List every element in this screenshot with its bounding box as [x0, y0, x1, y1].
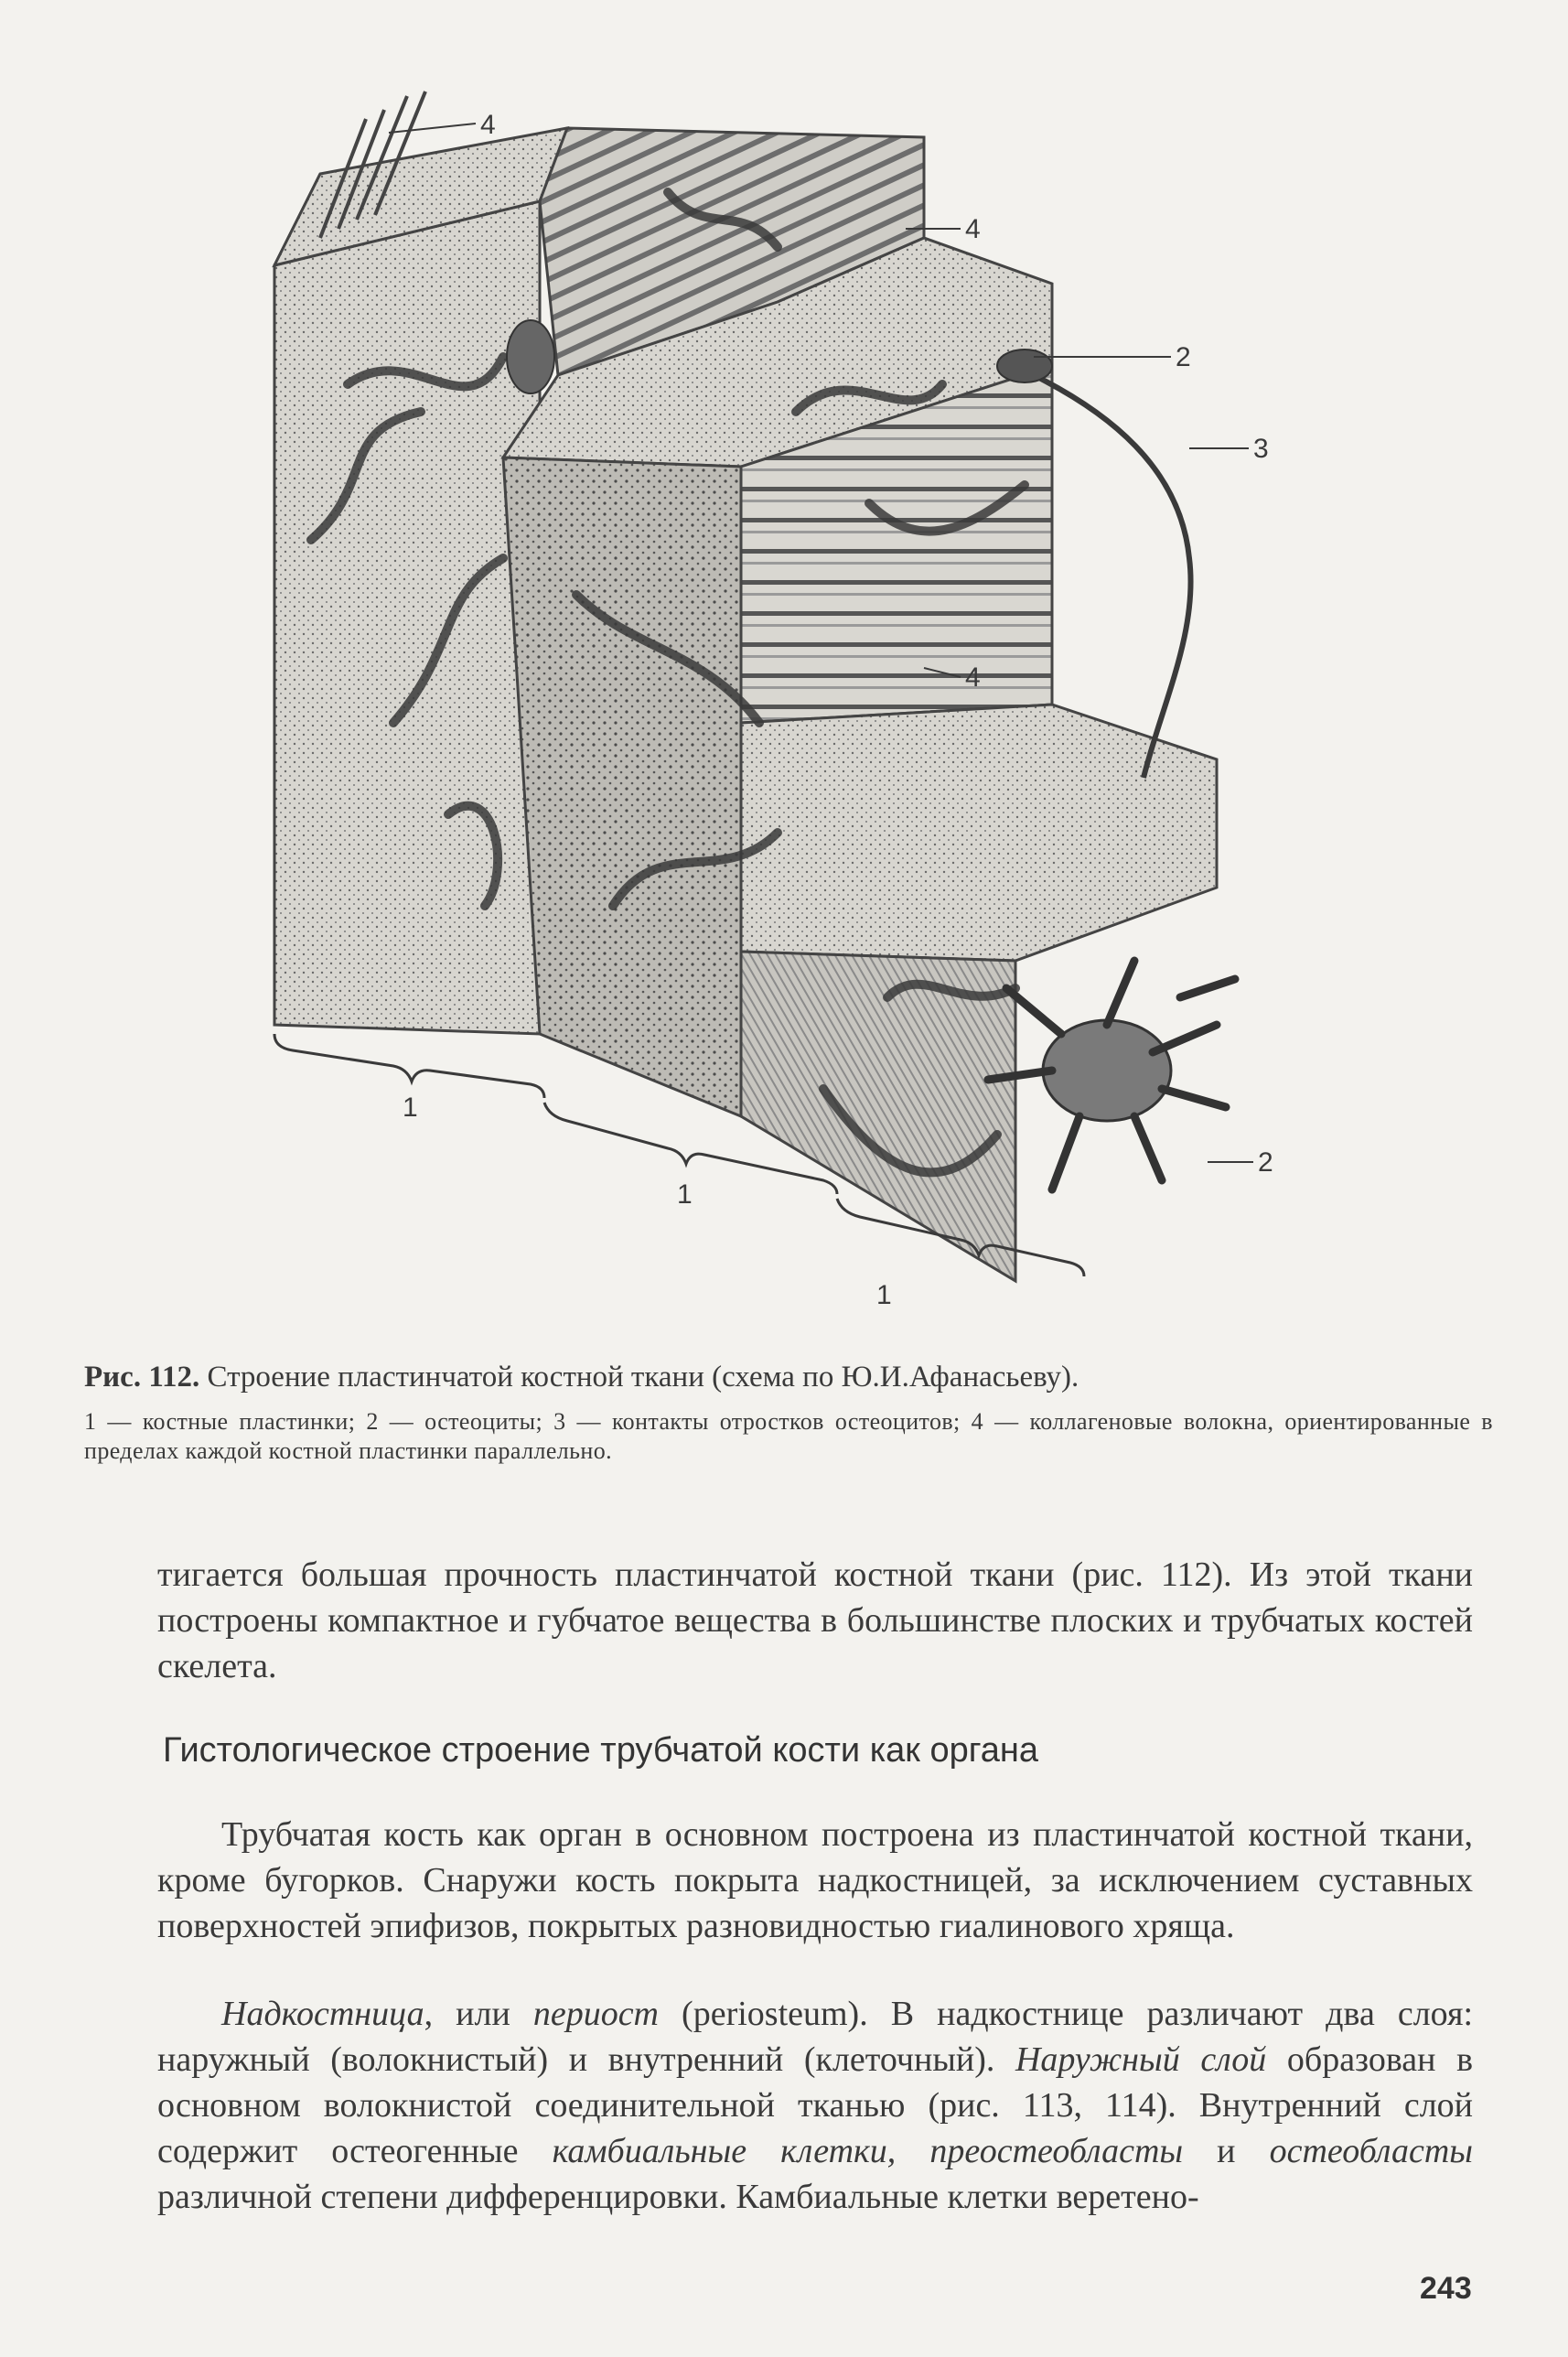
callout-right-2-bottom: 2	[1258, 1147, 1273, 1178]
page-number: 243	[1420, 2271, 1472, 2306]
paragraph-tubular-bone: Трубчатая кость как орган в основном построена из пластинчатой костной ткани, кроме бугорков. Снаружи кость покрыта надкостницей, за исключением суставных поверхностей эпифизов, покрытых разновидностью гиалинового хряща.	[157, 1815, 1473, 1945]
term-osteoblasts: остеобласты	[1269, 2132, 1473, 2170]
text-run-1: , или	[424, 1995, 533, 2033]
callout-bottom-1-left: 1	[403, 1092, 418, 1123]
osteocyte-cell-top	[997, 350, 1052, 382]
paragraph-periosteum	[157, 1991, 1473, 2220]
figure-legend: 1 — костные пластинки; 2 — остеоциты; 3 — контакты отростков остеоцитов; 4 — коллагеновые волокна, ориентированные в пределах каждой костной пластинки параллельно.	[84, 1408, 1493, 1464]
text-run-3: образован в основном волокнистой соединительной тканью (рис. 113, 114). Внутренний слой содержит остеогенные	[157, 2040, 1474, 2170]
section-heading: Гистологическое строение трубчатой кости как органа	[163, 1731, 1039, 1770]
osteocyte-cell-left	[507, 320, 554, 393]
text-run-4: и	[1183, 2132, 1270, 2170]
callout-right-2-top: 2	[1176, 342, 1191, 372]
callout-middle-4: 4	[965, 662, 981, 693]
text-run-5: различной степени дифференцировки. Камбиальные клетки веретено-	[157, 2178, 1199, 2216]
figure-label: Рис. 112.	[84, 1361, 200, 1394]
term-periost: периост	[532, 1995, 660, 2033]
callout-top-4: 4	[480, 110, 496, 140]
term-periosteum: Надкостница	[221, 1995, 424, 2033]
paragraph-continuation: тигается большая прочность пластинчатой костной ткани (рис. 112). Из этой ткани построены компактное и губчатое вещества в большинстве плоских и трубчатых костей скелета.	[157, 1555, 1473, 1685]
lamella-block-1-front	[274, 201, 540, 1034]
text-run-2: (periosteum). В надкостнице различают два слоя: наружный (волокнистый) и внутренний (клеточный).	[157, 1995, 1473, 2079]
callout-right-3: 3	[1253, 434, 1269, 464]
bone-tissue-figure	[229, 82, 1326, 1354]
lamella-block-4-top	[741, 705, 1217, 961]
lamella-block-4-front	[741, 952, 1015, 1281]
term-cambial-cells: камбиальные клетки, преостеобласты	[552, 2132, 1184, 2170]
figure-title: Строение пластинчатой костной ткани (схема по Ю.И.Афанасьеву).	[207, 1361, 1079, 1394]
term-outer-layer: Наружный слой	[1015, 2040, 1267, 2079]
lamella-block-3-front	[503, 457, 741, 1116]
callout-upper-right-4: 4	[965, 214, 981, 244]
bone-tissue-illustration	[229, 82, 1326, 1354]
osteocyte-cell-bottom	[988, 961, 1235, 1189]
callout-bottom-1-right: 1	[876, 1280, 892, 1310]
figure-caption	[84, 1358, 1493, 1466]
caption-title-line	[84, 1358, 1493, 1396]
callout-bottom-1-middle: 1	[677, 1179, 693, 1210]
